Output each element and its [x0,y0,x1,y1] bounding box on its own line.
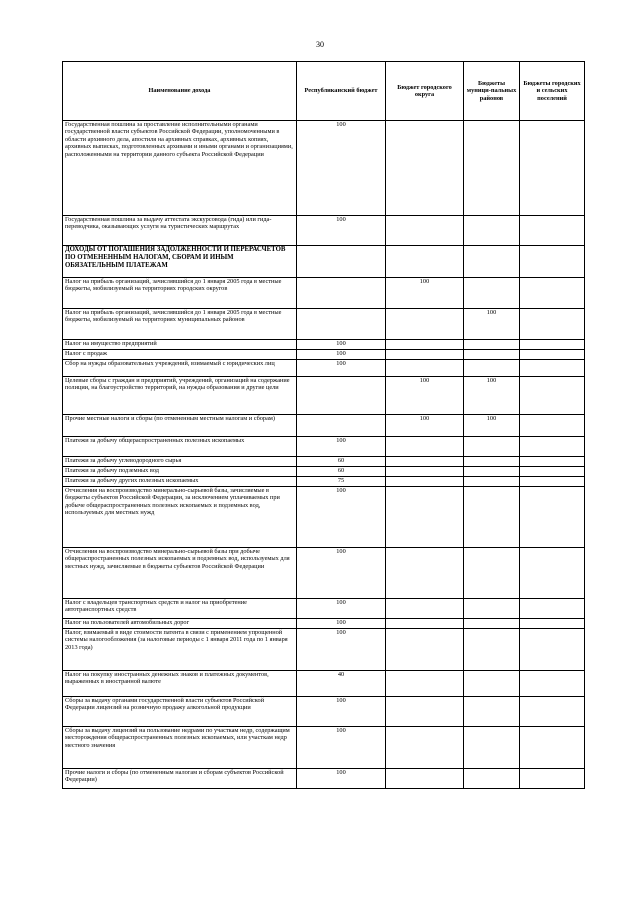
cell-revenue-name: Налог с владельцев транспортных средств и налог на приобретение автотранспортных средств [63,599,297,619]
table-header-row [63,62,585,121]
cell-settlement-budgets [520,360,585,377]
cell-city-district-budget [386,548,464,599]
cell-city-district-budget [386,727,464,769]
cell-settlement-budgets [520,727,585,769]
cell-settlement-budgets [520,487,585,548]
cell-settlement-budgets [520,415,585,437]
cell-republic-budget: 100 [297,727,386,769]
cell-revenue-name: Налог, взимаемый в виде стоимости патента в связи с применением упрощенной системы налогообложения (за налоговые периоды с 1 января 2011 года по 1 января 2013 года) [63,629,297,671]
cell-republic-budget: 100 [297,340,386,350]
cell-city-district-budget: 100 [386,278,464,309]
table-row [63,697,585,727]
cell-settlement-budgets [520,377,585,415]
cell-settlement-budgets [520,619,585,629]
cell-settlement-budgets [520,697,585,727]
cell-republic-budget: 100 [297,350,386,360]
cell-municipal-district-budgets: 100 [464,415,520,437]
table-row [63,340,585,350]
cell-revenue-name: Прочие налоги и сборы (по отмененным налогам и сборам субъектов Российской Федерации) [63,769,297,789]
cell-revenue-name: Отчисления на воспроизводство минерально-сырьевой базы, зачисляемые в бюджеты субъектов Российской Федерации, за исключением уплачиваемых при добыче общераспространенных полезных ископаемых и подземных вод, используемых для местных нужд [63,487,297,548]
cell-municipal-district-budgets: 100 [464,377,520,415]
cell-municipal-district-budgets [464,599,520,619]
cell-city-district-budget: 100 [386,415,464,437]
cell-municipal-district-budgets [464,278,520,309]
cell-republic-budget [297,415,386,437]
table-row [63,671,585,697]
header-revenue-name: Наименование дохода [63,62,297,121]
cell-republic-budget [297,278,386,309]
header-settlement-budgets: Бюджеты городских и сельских поселений [520,62,585,121]
cell-revenue-name: Налог на прибыль организаций, зачислявшийся до 1 января 2005 года в местные бюджеты, мобилизуемый на территориях муниципальных районов [63,309,297,340]
cell-revenue-name: Сборы за выдачу органами государственной власти субъектов Российской Федерации лицензий на розничную продажу алкогольной продукции [63,697,297,727]
table-row [63,619,585,629]
cell-settlement-budgets [520,121,585,216]
cell-settlement-budgets [520,309,585,340]
table-row [63,457,585,467]
cell-republic-budget: 100 [297,619,386,629]
table-row [63,467,585,477]
table-row [63,727,585,769]
cell-republic-budget: 40 [297,671,386,697]
cell-municipal-district-budgets [464,629,520,671]
cell-city-district-budget [386,467,464,477]
header-city-district-budget: Бюджет городского округа [386,62,464,121]
cell-city-district-budget [386,599,464,619]
cell-settlement-budgets [520,769,585,789]
cell-revenue-name: Сбор на нужды образовательных учреждений, взимаемый с юридических лиц [63,360,297,377]
cell-city-district-budget: 100 [386,377,464,415]
cell-republic-budget: 60 [297,467,386,477]
header-municipal-district-budgets: Бюджеты муници-пальных районов [464,62,520,121]
cell-municipal-district-budgets [464,548,520,599]
cell-municipal-district-budgets [464,360,520,377]
table-row [63,437,585,457]
cell-city-district-budget [386,216,464,246]
cell-settlement-budgets [520,278,585,309]
page-number: 30 [316,40,324,49]
cell-municipal-district-budgets [464,350,520,360]
cell-republic-budget: 100 [297,769,386,789]
cell-republic-budget: 100 [297,548,386,599]
cell-city-district-budget [386,309,464,340]
cell-municipal-district-budgets [464,477,520,487]
cell-city-district-budget [386,619,464,629]
cell-city-district-budget [386,350,464,360]
cell-city-district-budget [386,246,464,278]
cell-revenue-name: Платежи за добычу углеводородного сырья [63,457,297,467]
cell-municipal-district-budgets [464,769,520,789]
revenue-distribution-table [62,61,585,789]
cell-settlement-budgets [520,629,585,671]
cell-revenue-name: Платежи за добычу общераспространенных полезных ископаемых [63,437,297,457]
table-row [63,216,585,246]
table-row [63,121,585,216]
cell-municipal-district-budgets [464,457,520,467]
cell-republic-budget [297,309,386,340]
table-row [63,599,585,619]
cell-settlement-budgets [520,599,585,619]
cell-municipal-district-budgets [464,487,520,548]
cell-republic-budget: 100 [297,216,386,246]
table-row [63,769,585,789]
cell-revenue-name: Налог на покупку иностранных денежных знаков и платежных документов, выраженных в иностранной валюте [63,671,297,697]
cell-settlement-budgets [520,246,585,278]
cell-revenue-name: ДОХОДЫ ОТ ПОГАШЕНИЯ ЗАДОЛЖЕННОСТИ И ПЕРЕРАСЧЕТОВ ПО ОТМЕНЕННЫМ НАЛОГАМ, СБОРАМ И ИНЫМ ОБЯЗАТЕЛЬНЫМ ПЛАТЕЖАМ [63,246,297,278]
cell-municipal-district-budgets [464,619,520,629]
cell-republic-budget [297,246,386,278]
cell-republic-budget: 100 [297,437,386,457]
table-body [63,121,585,789]
cell-republic-budget: 100 [297,629,386,671]
cell-revenue-name: Прочие местные налоги и сборы (по отмененным местным налогам и сборам) [63,415,297,437]
cell-municipal-district-budgets [464,340,520,350]
cell-city-district-budget [386,437,464,457]
cell-municipal-district-budgets [464,121,520,216]
table-row [63,548,585,599]
cell-revenue-name: Платежи за добычу других полезных ископаемых [63,477,297,487]
cell-settlement-budgets [520,216,585,246]
cell-republic-budget: 100 [297,360,386,377]
cell-city-district-budget [386,671,464,697]
cell-city-district-budget [386,360,464,377]
cell-settlement-budgets [520,457,585,467]
table-row [63,350,585,360]
cell-city-district-budget [386,487,464,548]
cell-revenue-name: Отчисления на воспроизводство минерально-сырьевой базы при добыче общераспространенных полезных ископаемых и подземных вод, используемых для местных нужд, зачисляемые в бюджеты субъектов Российской Федерации [63,548,297,599]
cell-revenue-name: Государственная пошлина за выдачу аттестата экскурсовода (гида) или гида-переводчика, оказывающих услуги на туристических маршрутах [63,216,297,246]
table-row [63,309,585,340]
cell-settlement-budgets [520,340,585,350]
cell-municipal-district-budgets [464,467,520,477]
table-row [63,246,585,278]
cell-revenue-name: Налог с продаж [63,350,297,360]
cell-municipal-district-budgets [464,246,520,278]
cell-municipal-district-budgets [464,216,520,246]
cell-settlement-budgets [520,350,585,360]
cell-city-district-budget [386,121,464,216]
cell-republic-budget: 100 [297,697,386,727]
table-row [63,360,585,377]
cell-republic-budget: 100 [297,487,386,548]
table-row [63,629,585,671]
cell-revenue-name: Налог на пользователей автомобильных дорог [63,619,297,629]
cell-revenue-name: Налог на имущество предприятий [63,340,297,350]
cell-republic-budget: 100 [297,121,386,216]
cell-city-district-budget [386,629,464,671]
cell-republic-budget [297,377,386,415]
header-republic-budget: Республиканский бюджет [297,62,386,121]
cell-municipal-district-budgets [464,727,520,769]
cell-city-district-budget [386,477,464,487]
cell-municipal-district-budgets [464,671,520,697]
table-row [63,487,585,548]
table-row [63,477,585,487]
table-row [63,415,585,437]
cell-republic-budget: 60 [297,457,386,467]
cell-republic-budget: 75 [297,477,386,487]
cell-municipal-district-budgets [464,437,520,457]
cell-municipal-district-budgets: 100 [464,309,520,340]
table-row [63,278,585,309]
cell-revenue-name: Сборы за выдачу лицензий на пользование недрами по участкам недр, содержащим месторождения общераспространенных полезных ископаемых, или участкам недр местного значения [63,727,297,769]
cell-settlement-budgets [520,437,585,457]
cell-revenue-name: Налог на прибыль организаций, зачислявшийся до 1 января 2005 года в местные бюджеты, мобилизуемый на территориях городских округов [63,278,297,309]
cell-city-district-budget [386,340,464,350]
cell-municipal-district-budgets [464,697,520,727]
cell-revenue-name: Государственная пошлина за проставление исполнительными органами государственной власти субъектов Российской Федерации, уполномоченными в области архивного дела, апостиля на архивных справках, архивных копиях, архивных выписках, подготовленных архивами и иными органами и организациями, расположенными на территории данного субъекта Российской Федерации [63,121,297,216]
cell-settlement-budgets [520,477,585,487]
cell-city-district-budget [386,697,464,727]
cell-city-district-budget [386,769,464,789]
cell-settlement-budgets [520,467,585,477]
cell-republic-budget: 100 [297,599,386,619]
cell-settlement-budgets [520,671,585,697]
table-row [63,377,585,415]
cell-revenue-name: Целевые сборы с граждан и предприятий, учреждений, организаций на содержание полиции, на благоустройство территорий, на нужды образования и другие цели [63,377,297,415]
cell-revenue-name: Платежи за добычу подземных вод [63,467,297,477]
cell-settlement-budgets [520,548,585,599]
cell-city-district-budget [386,457,464,467]
